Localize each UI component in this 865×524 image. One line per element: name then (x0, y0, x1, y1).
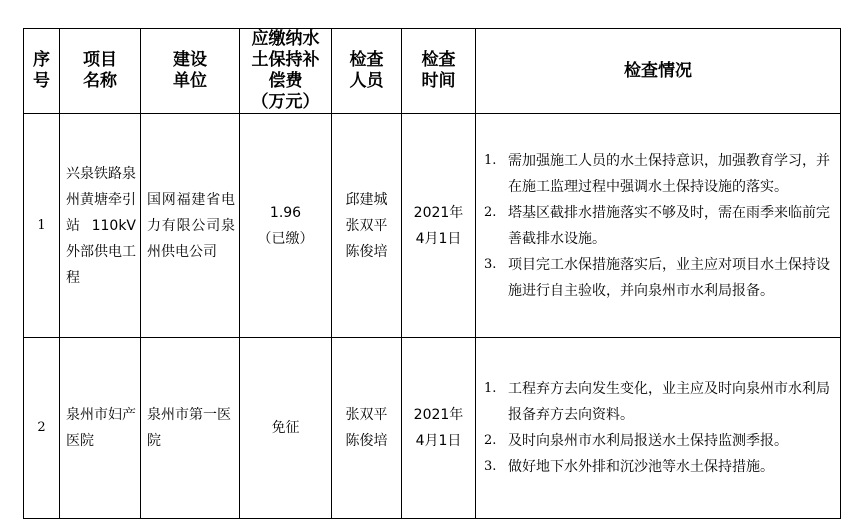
inspectors: 邱建城 张双平 陈俊培 (332, 114, 402, 338)
compensation-fee: 免征 (240, 338, 332, 519)
item-text: 及时向泉州市水利局报送水土保持监测季报。 (508, 433, 788, 449)
compensation-fee: 1.96 （已缴） (240, 114, 332, 338)
project-name: 泉州市妇产医院 (60, 338, 141, 519)
list-item (476, 200, 834, 252)
list-item (476, 252, 834, 304)
inspection-date: 2021年 4月1日 (402, 338, 476, 519)
item-text: 做好地下水外排和沉沙池等水土保持措施。 (508, 459, 774, 475)
header-inspectors: 检查 人员 (332, 29, 402, 114)
header-inspection-status: 检查情况 (476, 29, 841, 114)
status-list (476, 376, 840, 480)
list-item (476, 428, 834, 454)
construction-unit: 国网福建省电力有限公司泉州供电公司 (141, 114, 240, 338)
header-inspection-time: 检查 时间 (402, 29, 476, 114)
item-text: 工程弃方去向发生变化，业主应及时向泉州市水利局报备弃方去向资料。 (508, 381, 830, 423)
item-number: 3. (484, 256, 497, 272)
list-item (476, 148, 834, 200)
item-number: 3. (484, 459, 497, 474)
construction-unit: 泉州市第一医院 (141, 338, 240, 519)
status-list (476, 148, 840, 304)
project-name: 兴泉铁路泉州黄塘牵引站110kV外部供电工程 (60, 114, 141, 338)
item-number: 1. (484, 381, 497, 396)
list-item (476, 454, 834, 480)
item-number: 1. (484, 152, 497, 168)
list-item (476, 376, 834, 428)
header-compensation-fee: 应缴纳水 土保持补 偿费 （万元） (240, 29, 332, 114)
table-row (24, 338, 841, 519)
inspectors: 张双平 陈俊培 (332, 338, 402, 519)
item-text: 需加强施工人员的水土保持意识，加强教育学习，并在施工监理过程中强调水土保持设施的落实。 (508, 152, 830, 195)
inspection-status (476, 338, 841, 519)
row-number: 1 (24, 114, 60, 338)
item-number: 2. (484, 204, 497, 220)
inspection-date: 2021年 4月1日 (402, 114, 476, 338)
inspection-status (476, 114, 841, 338)
item-text: 项目完工水保措施落实后，业主应对项目水土保持设施进行自主验收，并向泉州市水利局报备。 (508, 256, 830, 299)
row-number: 2 (24, 338, 60, 519)
table-header-row (24, 29, 841, 114)
header-seq: 序 号 (24, 29, 60, 114)
header-construction-unit: 建设 单位 (141, 29, 240, 114)
item-text: 塔基区截排水措施落实不够及时，需在雨季来临前完善截排水设施。 (508, 204, 830, 247)
table-row (24, 114, 841, 338)
item-number: 2. (484, 433, 497, 448)
inspection-table (23, 28, 841, 519)
header-project-name: 项目 名称 (60, 29, 141, 114)
